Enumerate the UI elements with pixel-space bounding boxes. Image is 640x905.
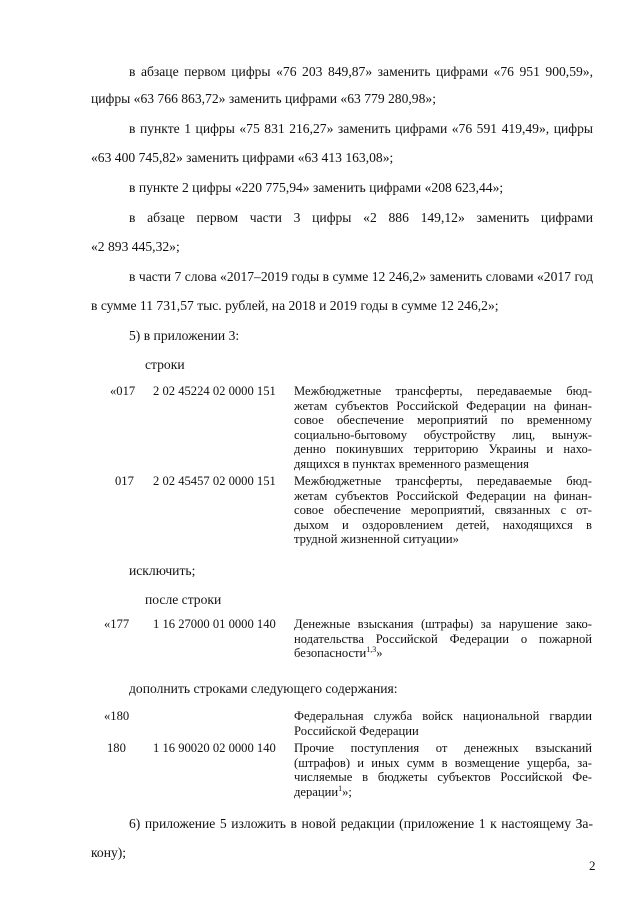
table-description-line xyxy=(294,785,352,800)
table-description-line: Федеральная служба войск национальной гвардии xyxy=(294,709,592,723)
paragraph-line: после строки xyxy=(145,592,222,607)
table-description-line: жетам субъектов Российской Федерации на финан- xyxy=(294,398,592,413)
list-item-heading: 6) приложение 5 изложить в новой редакции (приложение 1 к настоящему За- xyxy=(129,816,593,831)
table-description-line: Прочие поступления от денежных взысканий xyxy=(294,741,592,755)
paragraph-line: цифры «63 766 863,72» заменить цифрами «63 779 280,98»; xyxy=(91,91,436,106)
table-admin-code: «177 xyxy=(104,617,130,631)
table-description-line: нодательства Российской Федерации о пожарной xyxy=(294,631,592,646)
table-description-line: совое обеспечение мероприятий по временному xyxy=(294,413,592,427)
table-budget-code: 2 02 45224 02 0000 151 xyxy=(153,384,276,398)
table-description-line: Денежные взыскания (штрафы) за нарушение зако- xyxy=(294,617,592,631)
list-item-heading: 5) в приложении 3: xyxy=(129,328,240,343)
table-description-line: (штрафов) и иных сумм в возмещение ущерба, за- xyxy=(294,755,592,770)
table-admin-code: 180 xyxy=(107,741,126,755)
table-description-text: дерации xyxy=(294,784,339,799)
table-admin-code: «017 xyxy=(110,384,136,398)
table-budget-code: 1 16 27000 01 0000 140 xyxy=(153,617,276,631)
paragraph-line: в пункте 2 цифры «220 775,94» заменить цифрами «208 623,44»; xyxy=(129,180,504,195)
paragraph-line: в абзаце первом части 3 цифры «2 886 149,12» заменить цифрами xyxy=(129,210,593,225)
table-description-line: трудной жизненной ситуации» xyxy=(294,532,459,546)
table-description-line xyxy=(294,646,383,661)
paragraph-line: исключить; xyxy=(129,563,196,578)
table-description-line: социально-бытовому обустройству лиц, вынуж- xyxy=(294,427,592,442)
closing-quote: » xyxy=(376,646,383,660)
table-description-line: Межбюджетные трансферты, передаваемые бюд- xyxy=(294,474,592,488)
paragraph-line: кону); xyxy=(91,845,127,860)
table-admin-code: «180 xyxy=(104,709,130,723)
table-description-line: дящихся в пунктах временного размещения xyxy=(294,456,529,471)
table-description-line: числяемые в бюджеты субъектов Российской Фе- xyxy=(294,770,592,784)
table-description-line: жетам субъектов Российской Федерации на финан- xyxy=(294,488,592,503)
paragraph-line: в пункте 1 цифры «75 831 216,27» заменить цифрами «76 591 419,49», цифры xyxy=(129,121,593,136)
closing-quote: »; xyxy=(342,784,352,799)
table-budget-code: 2 02 45457 02 0000 151 xyxy=(153,474,276,488)
paragraph-line: в абзаце первом цифры «76 203 849,87» заменить цифрами «76 951 900,59», xyxy=(129,64,593,79)
footnote-marker: 1 xyxy=(338,783,343,793)
footnote-marker: 1,3 xyxy=(366,645,377,654)
table-budget-code: 1 16 90020 02 0000 140 xyxy=(153,741,276,755)
table-description-line: совое обеспечение мероприятий, связанных с от- xyxy=(294,503,592,517)
table-admin-code: 017 xyxy=(115,474,134,488)
table-description-line: Межбюджетные трансферты, передаваемые бюд- xyxy=(294,384,592,398)
paragraph-line: дополнить строками следующего содержания: xyxy=(129,681,398,696)
page-number: 2 xyxy=(589,858,596,873)
table-description-line: денно покинувших территорию Украины и нахо- xyxy=(294,442,592,456)
paragraph-line: «2 893 445,32»; xyxy=(91,239,180,254)
paragraph-line: в части 7 слова «2017–2019 годы в сумме 12 246,2» заменить словами «2017 год xyxy=(129,269,593,284)
table-description-text: безопасности xyxy=(294,646,367,660)
table-description-line: Российской Федерации xyxy=(294,723,419,738)
paragraph-line: в сумме 11 731,57 тыс. рублей, на 2018 и 2019 годы в сумме 12 246,2»; xyxy=(91,298,499,313)
paragraph-line: строки xyxy=(145,357,185,372)
paragraph-line: «63 400 745,82» заменить цифрами «63 413 163,08»; xyxy=(91,150,394,165)
table-description-line: дыхом и оздоровлением детей, находящихся в xyxy=(294,517,592,532)
